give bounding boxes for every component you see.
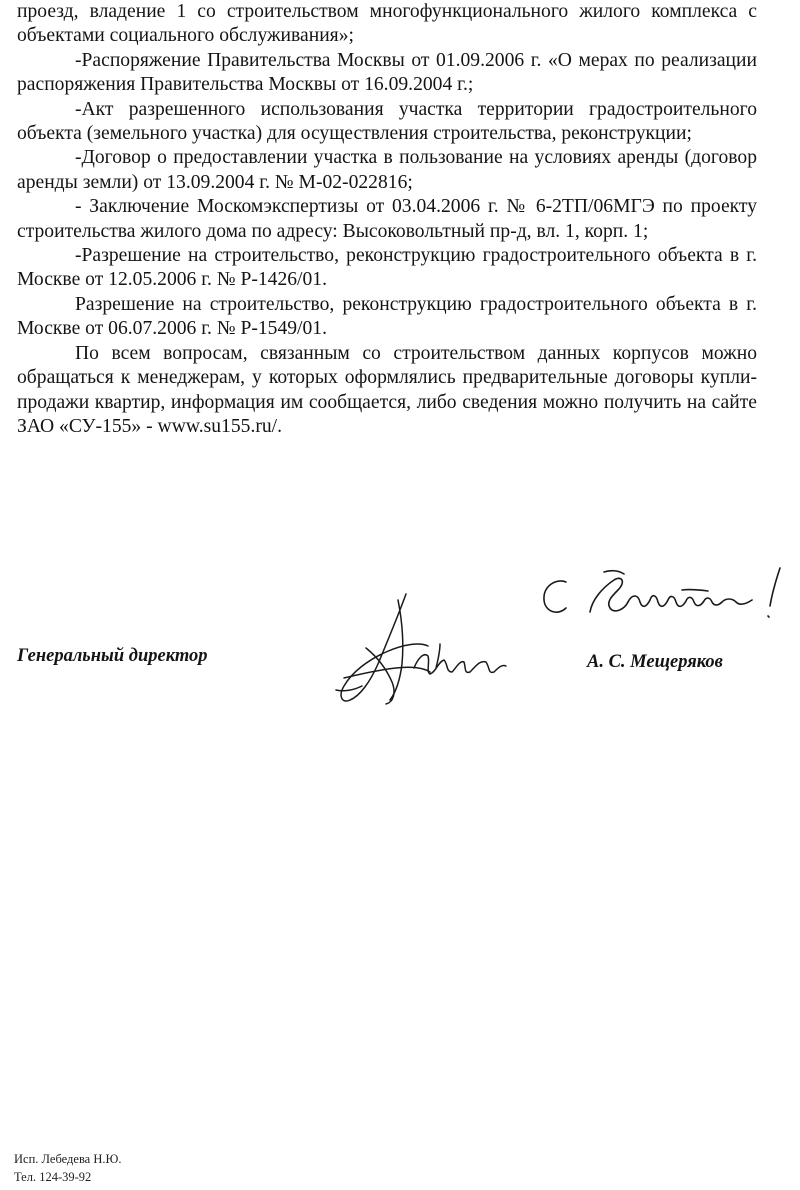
paragraph-contact-info: По всем вопросам, связанным со строительством данных корпусов можно обращаться к менеджерам, у которых оформлялись предварительные договоры купли-продажи квартир, информация им сообщается, либо сведения можно получить на сайте ЗАО «СУ-155» - www.su155.ru/. <box>17 342 757 437</box>
signature-block <box>0 560 800 720</box>
paragraph-permit-1426: -Разрешение на строительство, реконструкцию градостроительного объекта в г. Москве от 12.05.2006 г. № Р-1426/01. <box>17 245 757 291</box>
paragraph-permit-1549: Разрешение на строительство, реконструкцию градостроительного объекта в г. Москве от 06.07.2006 г. № Р-1549/01. <box>17 293 757 340</box>
paragraph-land-use-act: -Акт разрешенного использования участка территории градостроительного объекта (земельного участка) для осуществления строительства, реконструкции; <box>17 98 757 145</box>
paragraph-lease-agreement: -Договор о предоставлении участка в пользование на условиях аренды (договор аренды земли) от 13.09.2004 г. № М-02-022816; <box>17 147 757 193</box>
signer-position: Генеральный директор <box>17 646 208 666</box>
signature-scribble <box>336 594 506 704</box>
executor-phone: Тел. 124-39-92 <box>14 1170 92 1184</box>
executor-name: Исп. Лебедева Н.Ю. <box>14 1152 122 1166</box>
handwriting-layer <box>0 560 800 720</box>
letter-body <box>17 0 757 439</box>
signer-name: А. С. Мещеряков <box>587 652 723 672</box>
paragraph-expertise-conclusion: - Заключение Москомэкспертизы от 03.04.2006 г. № 6-2ТП/06МГЭ по проекту строительства жилого дома по адресу: Высоковольтный пр-д, вл. 1, корп. 1; <box>17 196 757 242</box>
executor-footer <box>14 1150 121 1186</box>
paragraph-continuation: проезд, владение 1 со строительством многофункционального жилого комплекса с объектами социального обслуживания»; <box>17 1 757 47</box>
handwritten-greeting <box>544 568 780 617</box>
paragraph-order-2006: -Распоряжение Правительства Москвы от 01.09.2006 г. «О мерах по реализации распоряжения Правительства Москвы от 16.09.2004 г.; <box>17 49 757 96</box>
